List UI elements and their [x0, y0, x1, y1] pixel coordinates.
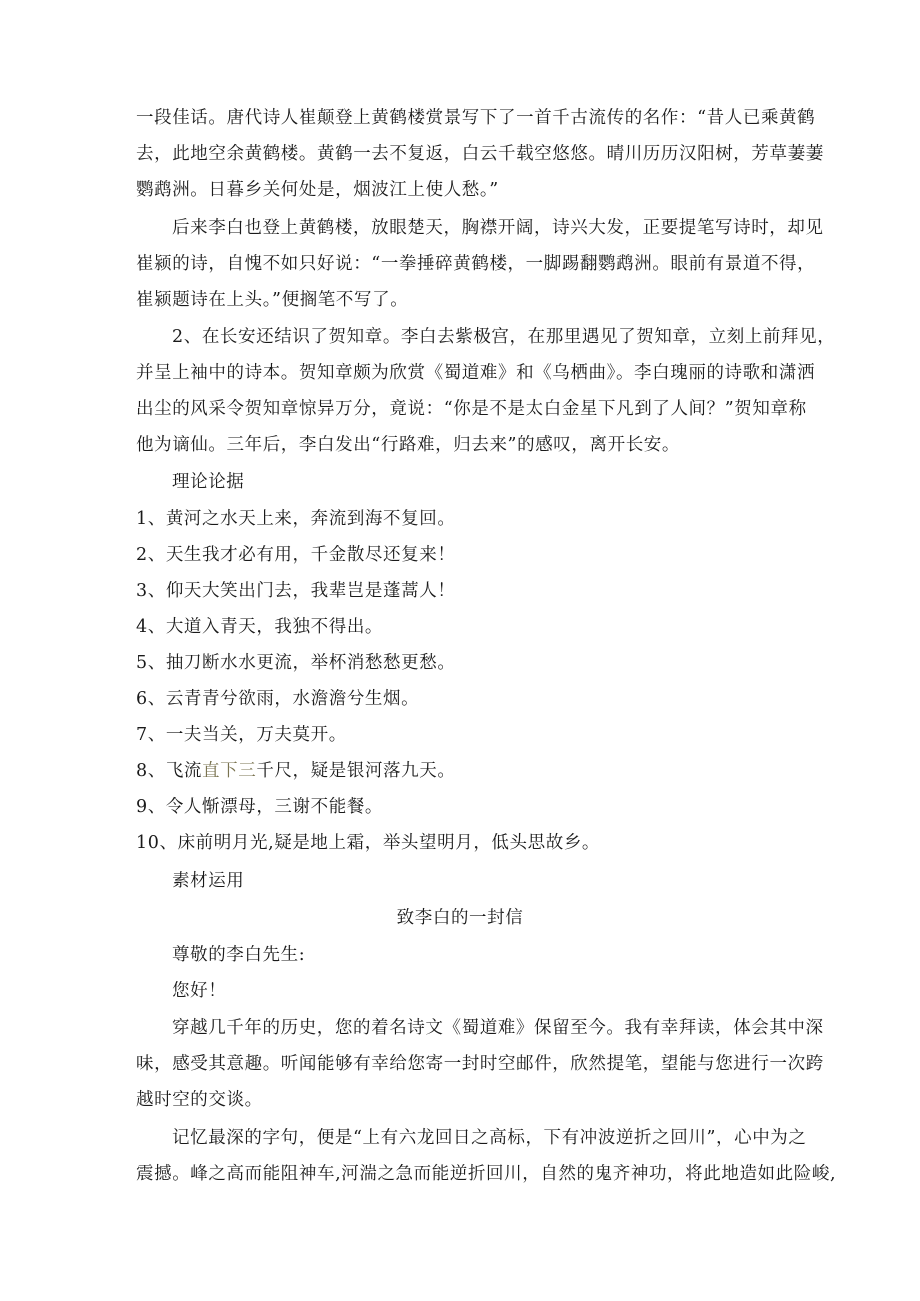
letter-greeting: 您好！	[172, 981, 227, 1001]
section-heading-material: 素材运用	[172, 871, 245, 891]
quote-item: 3、仰天大笑出门去，我辈岂是蓬蒿人！	[136, 581, 456, 601]
letter-line: 震撼。峰之高而能阻神车,河湍之急而能逆折回川，自然的鬼齐神功，将此地造如此险峻,	[136, 1164, 837, 1184]
paragraph-line: 他为谪仙。三年后，李白发出“行路难，归去来”的感叹，离开长安。	[136, 435, 680, 455]
letter-line: 越时空的交谈。	[136, 1090, 263, 1110]
quote-item: 10、床前明月光,疑是地上霜，举头望明月，低头思故乡。	[136, 833, 601, 853]
paragraph-line: 崔颍题诗在上头。”便搁笔不写了。	[136, 290, 409, 310]
letter-title: 致李白的一封信	[396, 908, 524, 928]
paragraph-line: 2、在长安还结识了贺知章。李白去紫极宫，在那里遇见了贺知章，立刻上前拜见，	[172, 327, 836, 347]
paragraph-line: 并呈上袖中的诗本。贺知章颇为欣赏《蜀道难》和《乌栖曲》。李白瑰丽的诗歌和潇洒	[136, 363, 816, 383]
quote-item: 4、大道入青天，我独不得出。	[136, 617, 384, 637]
paragraph-line: 崔颍的诗，自愧不如只好说：“一拳捶碎黄鹤楼，一脚踢翻鹦鹉洲。眼前有景道不得，	[136, 254, 816, 274]
section-heading-theory: 理论论据	[172, 472, 245, 492]
letter-line: 记忆最深的字句，便是“上有六龙回日之高标，下有冲波逆折之回川”，心中为之	[172, 1128, 807, 1148]
quote-item: 6、云青青兮欲雨，水澹澹兮生烟。	[136, 689, 420, 709]
paragraph-line: 后来李白也登上黄鹤楼，放眼楚天，胸襟开阔，诗兴大发，正要提笔写诗时，却见	[172, 218, 824, 238]
letter-line: 味，感受其意趣。听闻能够有幸给您寄一封时空邮件，欣然提笔，望能与您进行一次跨	[136, 1054, 824, 1074]
quote-item: 1、黄河之水天上来，奔流到海不复回。	[136, 509, 456, 529]
paragraph-line: 鹦鹉洲。日暮乡关何处是，烟波江上使人愁。”	[136, 180, 499, 200]
quote-text: 8、飞流	[136, 761, 203, 781]
paragraph-line: 出尘的风采令贺知章惊异万分，竟说：“你是不是太白金星下凡到了人间？”贺知章称	[136, 399, 807, 419]
quote-item: 5、抽刀断水水更流，举杯消愁愁更愁。	[136, 653, 456, 673]
quote-text: 千尺，疑是银河落九天。	[256, 761, 456, 781]
paragraph-line: 一段佳话。唐代诗人崔颠登上黄鹤楼赏景写下了一首千古流传的名作：“昔人已乘黄鹤	[136, 108, 816, 128]
letter-line: 穿越几千年的历史，您的着名诗文《蜀道难》保留至今。我有幸拜读，体会其中深	[172, 1018, 824, 1038]
quote-item: 7、一夫当关，万夫莫开。	[136, 725, 347, 745]
highlighted-text: 直下三	[202, 761, 257, 781]
paragraph-line: 去，此地空余黄鹤楼。黄鹤一去不复返，白云千载空悠悠。晴川历历汉阳树，芳草萋萋	[136, 144, 824, 164]
letter-salutation: 尊敬的李白先生:	[172, 945, 306, 965]
quote-item: 9、令人惭漂母，三谢不能餐。	[136, 797, 384, 817]
quote-item	[136, 759, 455, 783]
quote-item: 2、天生我才必有用，千金散尽还复来！	[136, 545, 456, 565]
